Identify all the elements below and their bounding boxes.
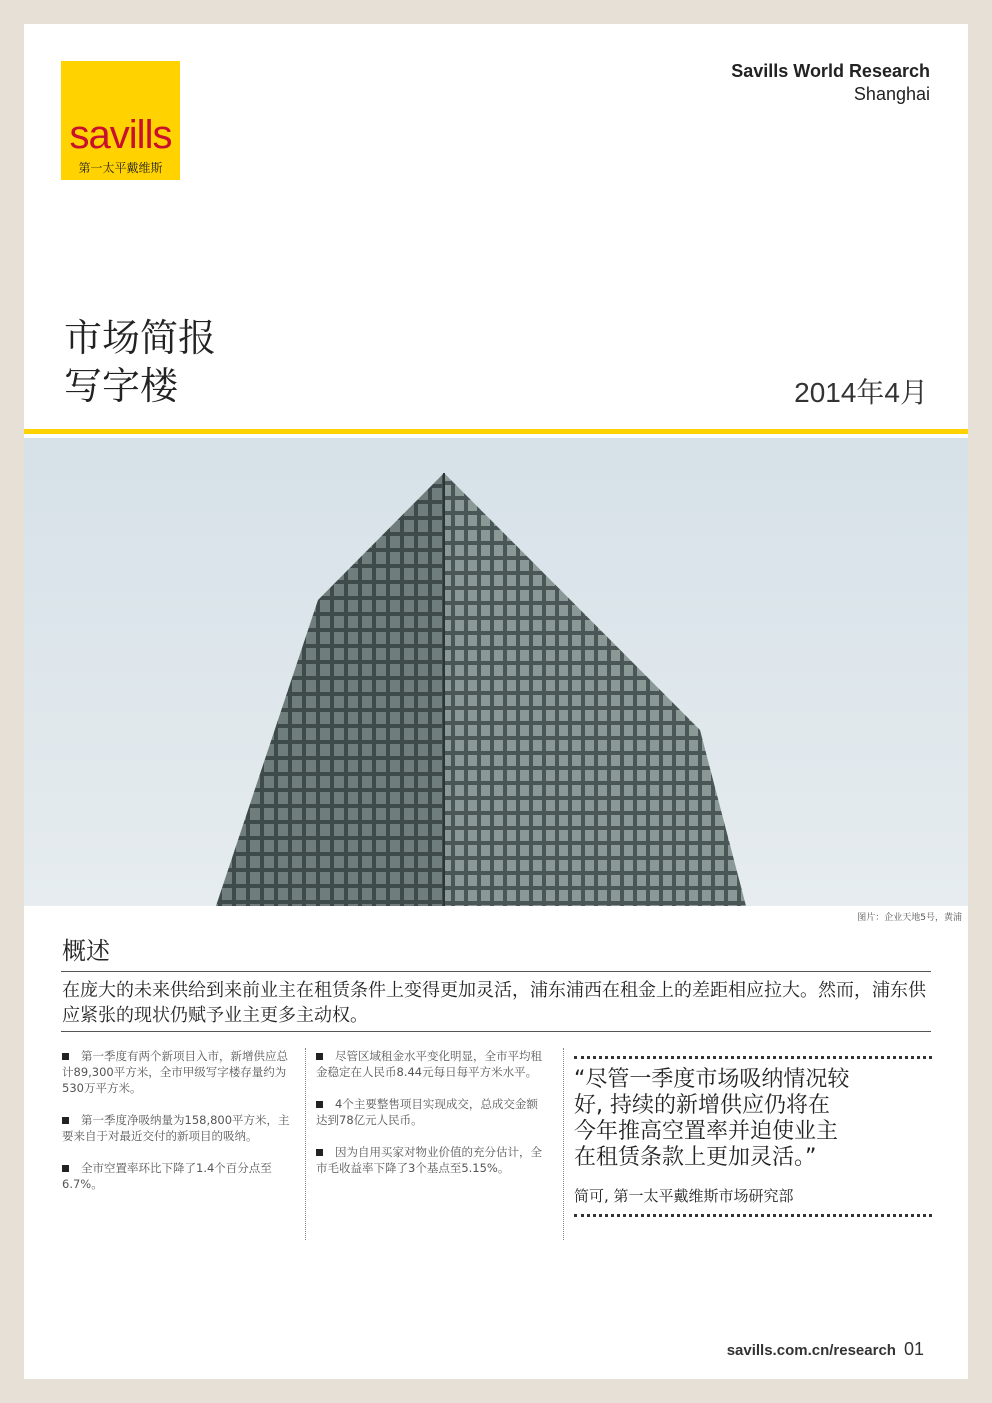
brand-header <box>731 60 930 106</box>
cover-photo <box>24 438 968 906</box>
square-bullet-icon <box>316 1053 323 1060</box>
yellow-divider <box>24 429 968 434</box>
square-bullet-icon <box>316 1149 323 1156</box>
list-item: 第一季度净吸纳量为158,800平方米，主要来自于对最近交付的新项目的吸纳。 <box>62 1113 290 1143</box>
pull-quote <box>574 1067 934 1171</box>
list-item: 4个主要整售项目实现成交，总成交金额达到78亿元人民币。 <box>316 1097 538 1127</box>
logo-wordmark: savills <box>69 113 172 157</box>
overview-rule-top <box>61 971 931 972</box>
report-page <box>24 24 968 1379</box>
quote-dots-top <box>574 1056 932 1059</box>
square-bullet-icon <box>62 1117 69 1124</box>
overview-heading: 概述 <box>62 937 110 965</box>
building-photo <box>24 438 968 906</box>
highlights-column-2 <box>316 1048 548 1192</box>
overview-intro: 在庞大的未来供给到来前业主在租赁条件上变得更加灵活，浦东浦西在租金上的差距相应拉大。然而，浦东供应紧张的现状仍赋予业主更多主动权。 <box>62 980 926 1026</box>
overview-rule-bottom <box>61 1031 931 1032</box>
page-number: 01 <box>903 1339 924 1359</box>
brand-city: Shanghai <box>853 84 930 104</box>
list-item: 全市空置率环比下降了1.4个百分点至6.7%。 <box>62 1161 272 1191</box>
quote-line: “尽管一季度市场吸纳情况较 <box>574 1067 850 1092</box>
savills-logo[interactable] <box>61 61 180 180</box>
list-item: 尽管区域租金水平变化明显，全市平均租金稳定在人民币8.44元每日每平方米水平。 <box>316 1049 542 1079</box>
square-bullet-icon <box>62 1165 69 1172</box>
quote-line: 好, 持续的新增供应仍将在 <box>574 1093 830 1118</box>
research-link[interactable]: savills.com.cn/research <box>726 1342 896 1359</box>
title-line-1: 市场简报 <box>64 316 217 360</box>
title-line-2: 写字楼 <box>64 364 179 408</box>
quote-dots-bottom <box>574 1214 932 1217</box>
page-footer <box>727 1339 924 1360</box>
square-bullet-icon <box>316 1101 323 1108</box>
column-divider <box>563 1048 564 1240</box>
quote-attribution: 简可, 第一太平戴维斯市场研究部 <box>574 1187 794 1205</box>
quote-line: 在租赁条款上更加灵活。” <box>574 1145 817 1170</box>
list-item: 因为自用买家对物业价值的充分估计，全市毛收益率下降了3个基点至5.15%。 <box>316 1145 542 1175</box>
column-divider <box>305 1048 306 1240</box>
logo-subtitle: 第一太平戴维斯 <box>78 161 163 175</box>
highlights-column-1 <box>62 1048 290 1208</box>
square-bullet-icon <box>62 1053 69 1060</box>
report-title <box>64 314 216 410</box>
brand-name: Savills World Research <box>731 61 930 81</box>
list-item: 第一季度有两个新项目入市，新增供应总计89,300平方米，全市甲级写字楼存量约为530万平方米。 <box>62 1049 288 1095</box>
quote-line: 今年推高空置率并迫使业主 <box>574 1119 839 1144</box>
report-date: 2014年4月 <box>794 377 928 408</box>
photo-caption: 图片：企业天地5号，黄浦 <box>857 913 962 923</box>
